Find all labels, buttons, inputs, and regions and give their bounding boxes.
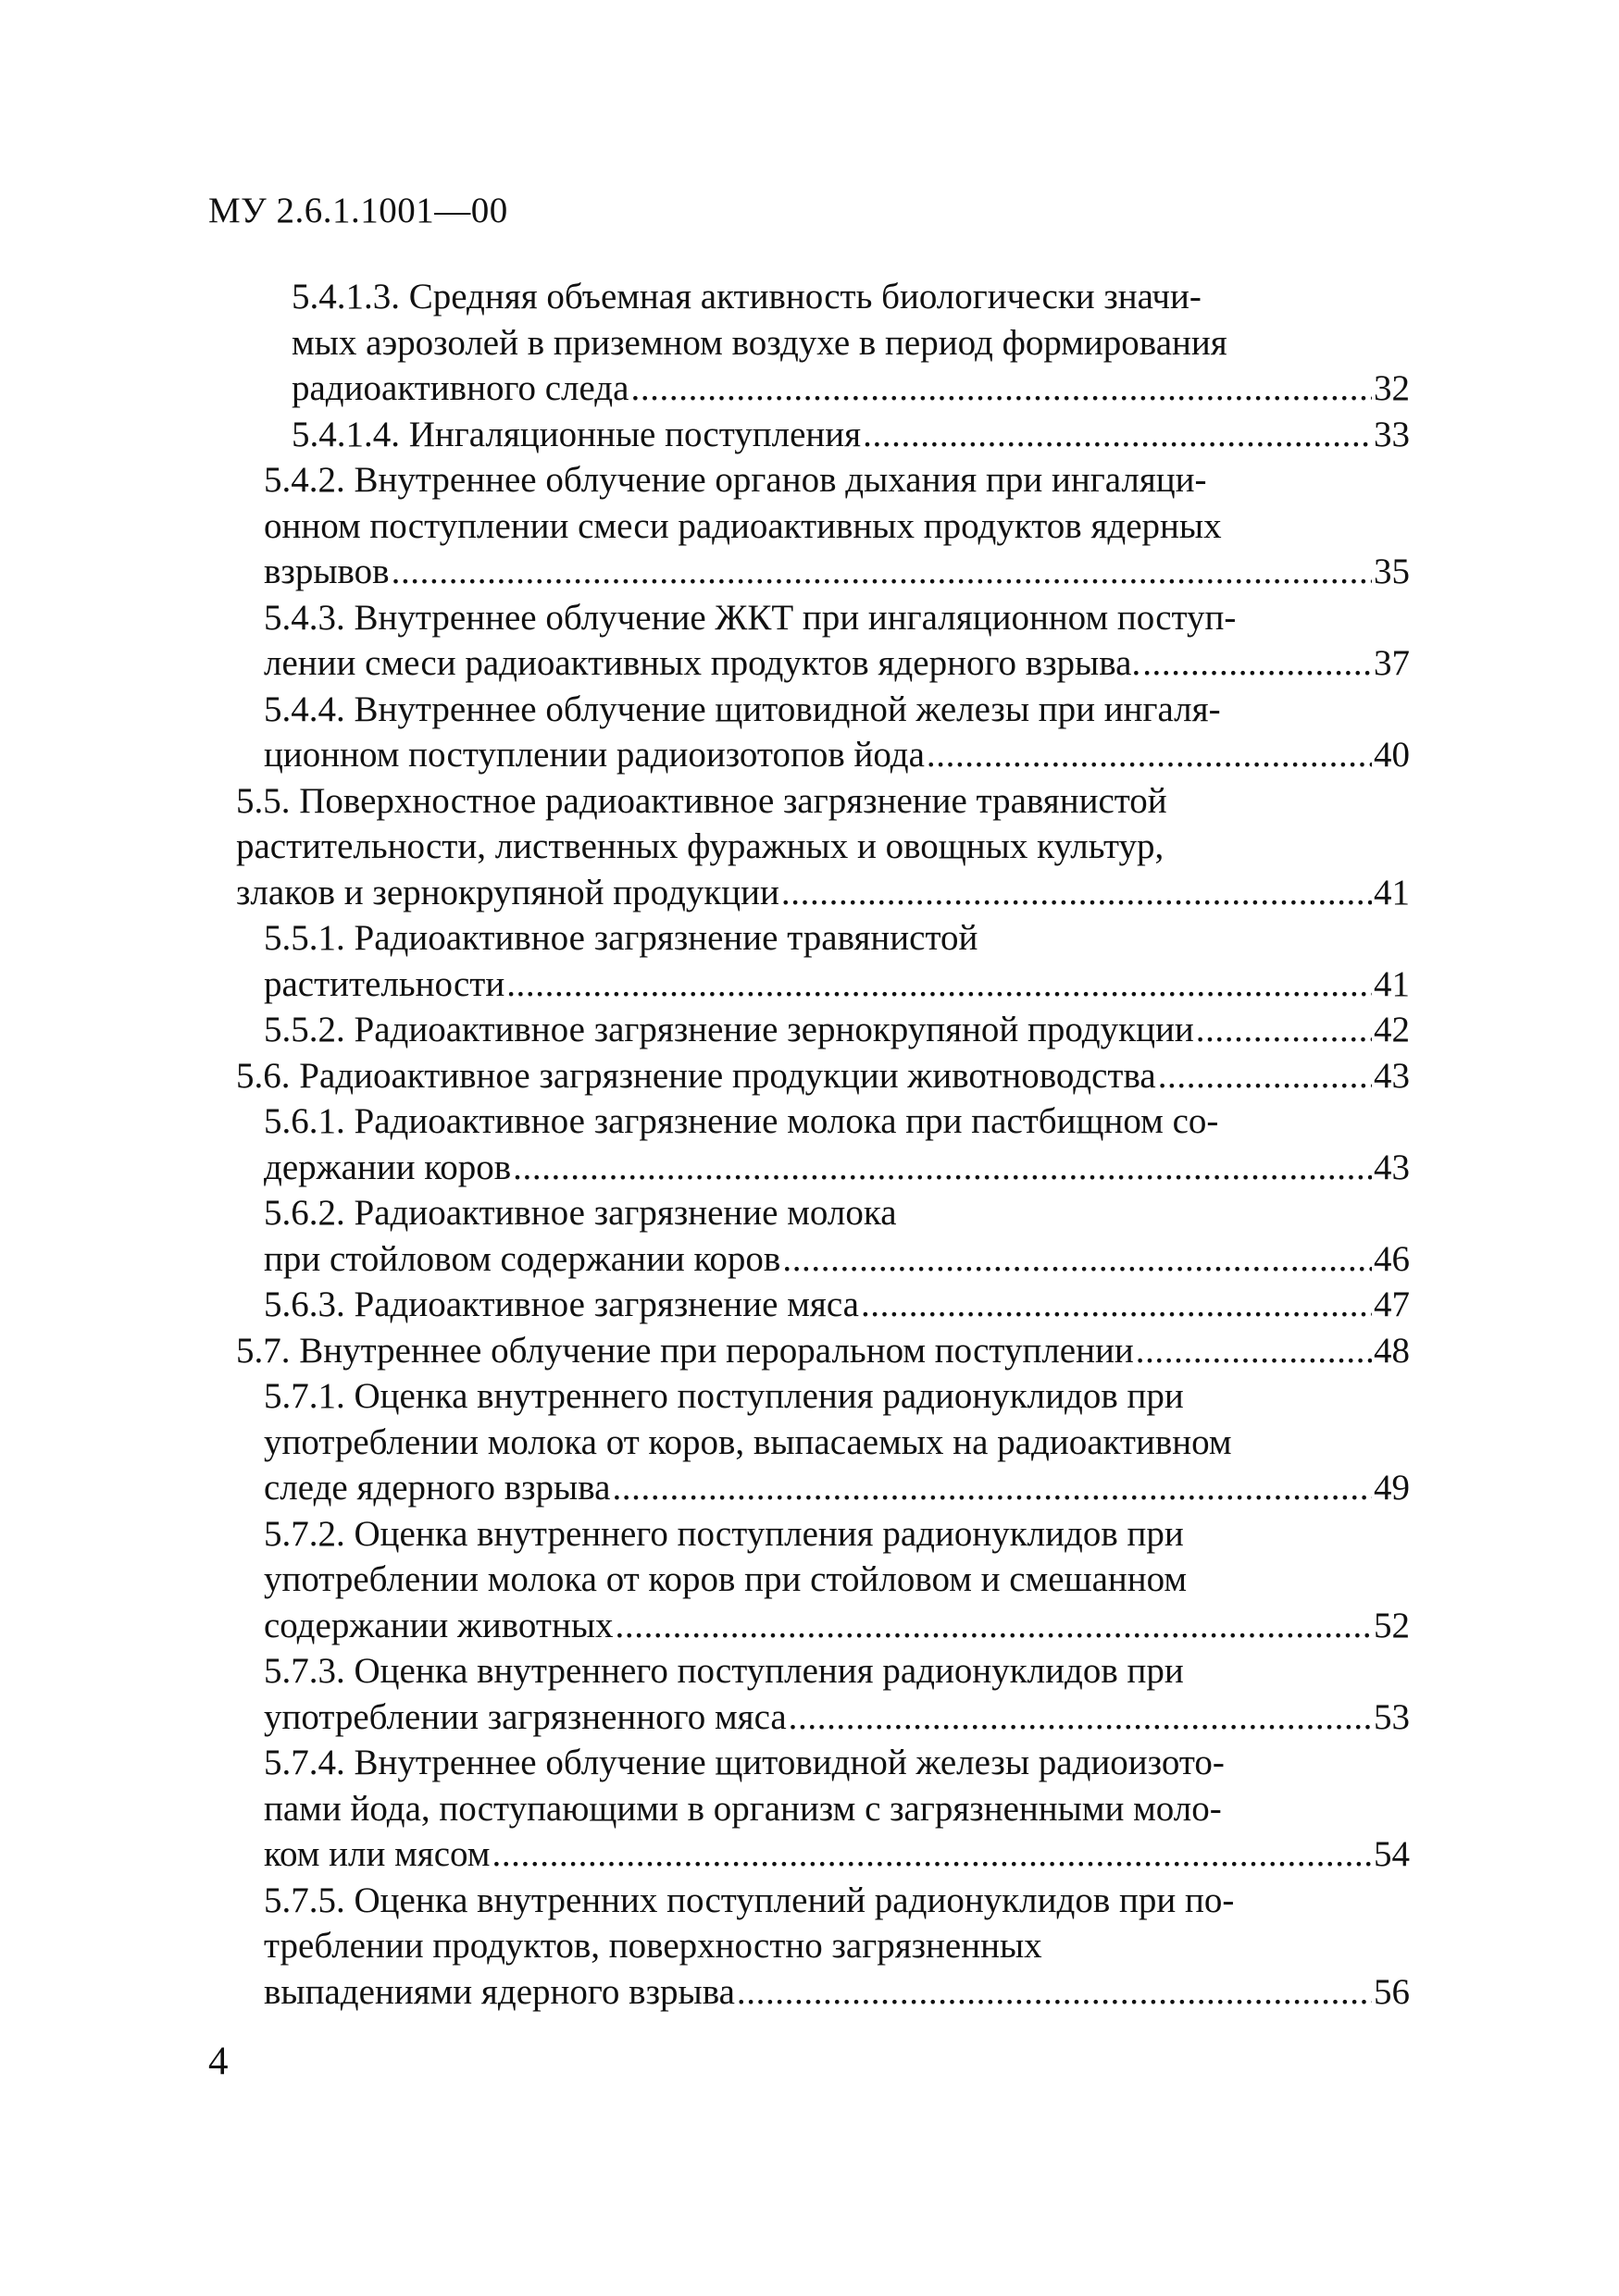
toc-entry-text: злаков и зернокрупяной продукции: [236, 872, 779, 912]
toc-entry-final-line: [264, 1465, 1410, 1511]
table-of-contents: [0, 274, 1619, 2015]
dot-leader: [927, 732, 1372, 778]
toc-entry-line: употреблении молока от коров, выпасаемых на радиоактивном: [264, 1421, 1232, 1462]
dot-leader: [1136, 1328, 1372, 1374]
toc-page-number: 52: [1374, 1605, 1410, 1645]
toc-entry-text: 5.7. Внутреннее облучение при пероральном поступлении: [236, 1330, 1134, 1371]
toc-entry-line: 5.6.2. Радиоактивное загрязнение молока: [264, 1193, 897, 1233]
toc-page-number: 46: [1374, 1238, 1410, 1279]
toc-entry-line: 5.7.4. Внутреннее облучение щитовидной железы радиоизото-: [264, 1743, 1225, 1782]
toc-page-number: 43: [1374, 1055, 1410, 1096]
dot-leader: [737, 1969, 1372, 2016]
toc-entry-line: 5.7.2. Оценка внутреннего поступления радионуклидов при: [264, 1513, 1184, 1554]
toc-entry-final-line: [264, 962, 1410, 1008]
dot-leader: [863, 412, 1372, 458]
toc-entry-line: 5.4.4. Внутреннее облучение щитовидной железы при ингаля-: [264, 689, 1221, 729]
toc-entry-text: 5.4.1.4. Ингаляционные поступления: [292, 414, 862, 454]
toc-entry[interactable]: [264, 1740, 1410, 1878]
toc-page-number: 33: [1374, 414, 1410, 454]
toc-entry-text: употреблении загрязненного мяса: [264, 1696, 787, 1737]
toc-entry[interactable]: [264, 1878, 1410, 2016]
toc-entry-text: 5.6.3. Радиоактивное загрязнение мяса: [264, 1285, 859, 1324]
toc-entry-final-line: [264, 1236, 1410, 1283]
toc-entry-text: взрывов: [264, 552, 390, 591]
toc-entry-text: ком или мясом: [264, 1834, 491, 1874]
toc-entry[interactable]: [264, 1098, 1410, 1190]
toc-entry[interactable]: [236, 1328, 1410, 1374]
toc-entry[interactable]: [292, 274, 1410, 412]
dot-leader: [506, 962, 1372, 1008]
toc-entry-final-line: [264, 1831, 1410, 1878]
dot-leader: [861, 1282, 1372, 1328]
toc-entry-line: употреблении молока от коров при стойловом и смешанном: [264, 1559, 1188, 1599]
toc-entry[interactable]: [236, 778, 1410, 916]
dot-leader: [782, 1236, 1372, 1283]
dot-leader: [1142, 640, 1372, 687]
toc-entry[interactable]: [264, 1282, 1410, 1328]
toc-page-number: 37: [1374, 643, 1410, 683]
toc-entry-line: пами йода, поступающими в организм с загрязненными моло-: [264, 1788, 1222, 1829]
toc-entry-final-line: [292, 412, 1410, 458]
dot-leader: [630, 366, 1372, 412]
dot-leader: [616, 1603, 1372, 1649]
dot-leader: [513, 1145, 1372, 1191]
dot-leader: [781, 870, 1372, 916]
toc-entry-line: 5.5.1. Радиоактивное загрязнение травянистой: [264, 918, 978, 958]
toc-page-number: 53: [1374, 1696, 1410, 1737]
toc-entry[interactable]: [264, 1007, 1410, 1053]
toc-page-number: 54: [1374, 1834, 1410, 1874]
toc-page-number: 40: [1374, 735, 1410, 775]
toc-entry-line: 5.4.3. Внутреннее облучение ЖКТ при ингаляционном поступ-: [264, 597, 1237, 638]
toc-entry[interactable]: [264, 595, 1410, 687]
toc-page-number: 32: [1374, 368, 1410, 408]
toc-entry-final-line: [264, 1969, 1410, 2016]
toc-entry-final-line: [264, 732, 1410, 778]
toc-entry-text: при стойловом содержании коров: [264, 1238, 781, 1279]
toc-entry-text: радиоактивного следа: [292, 368, 629, 408]
toc-entry-line: 5.6.1. Радиоактивное загрязнение молока при пастбищном со-: [264, 1101, 1219, 1141]
toc-entry-line: растительности, лиственных фуражных и овощных культур,: [236, 826, 1164, 866]
toc-entry-final-line: [264, 1603, 1410, 1649]
toc-entry-line: 5.4.2. Внутреннее облучение органов дыхания при ингаляци-: [264, 460, 1207, 500]
toc-page-number: 35: [1374, 552, 1410, 591]
toc-entry-final-line: [236, 1053, 1410, 1099]
dot-leader: [1196, 1007, 1372, 1053]
toc-entry-line: 5.7.5. Оценка внутренних поступлений радионуклидов при по-: [264, 1880, 1235, 1920]
toc-entry-line: 5.7.1. Оценка внутреннего поступления радионуклидов при: [264, 1376, 1184, 1416]
toc-entry[interactable]: [264, 1373, 1410, 1511]
toc-page-number: 48: [1374, 1330, 1410, 1371]
toc-page-number: 42: [1374, 1010, 1410, 1049]
toc-page-number: 47: [1374, 1285, 1410, 1324]
toc-page-number: 43: [1374, 1147, 1410, 1187]
toc-entry[interactable]: [264, 915, 1410, 1007]
dot-leader: [392, 549, 1372, 595]
toc-entry-line: 5.7.3. Оценка внутреннего поступления радионуклидов при: [264, 1651, 1184, 1691]
toc-entry-final-line: [292, 366, 1410, 412]
toc-entry[interactable]: [236, 1053, 1410, 1099]
page-number: 4: [208, 2040, 229, 2083]
dot-leader: [612, 1465, 1372, 1511]
toc-entry-text: следе ядерного взрыва: [264, 1468, 611, 1508]
toc-entry[interactable]: [264, 1511, 1410, 1649]
toc-entry-line: 5.4.1.3. Средняя объемная активность биологически значи-: [292, 277, 1202, 316]
toc-entry-line: мых аэрозолей в приземном воздухе в период формирования: [292, 322, 1227, 363]
toc-entry-final-line: [264, 1694, 1410, 1741]
document-code-header: МУ 2.6.1.1001—00: [208, 191, 508, 230]
toc-entry-text: держании коров: [264, 1147, 512, 1187]
toc-entry-line: онном поступлении смеси радиоактивных продуктов ядерных: [264, 505, 1222, 546]
toc-entry-final-line: [264, 1282, 1410, 1328]
toc-entry[interactable]: [264, 1648, 1410, 1740]
toc-entry[interactable]: [264, 457, 1410, 595]
dot-leader: [1158, 1053, 1372, 1099]
toc-entry-final-line: [236, 1328, 1410, 1374]
toc-entry-final-line: [264, 1145, 1410, 1191]
dot-leader: [492, 1831, 1372, 1878]
toc-entry[interactable]: [264, 1190, 1410, 1282]
toc-page-number: 41: [1374, 963, 1410, 1004]
toc-entry-line: треблении продуктов, поверхностно загрязненных: [264, 1926, 1042, 1966]
toc-entry-text: ционном поступлении радиоизотопов йода: [264, 735, 925, 775]
toc-entry-final-line: [264, 640, 1410, 687]
toc-entry[interactable]: [292, 412, 1410, 458]
toc-entry-final-line: [236, 870, 1410, 916]
toc-entry-text: содержании животных: [264, 1605, 614, 1645]
toc-entry-line: 5.5. Поверхностное радиоактивное загрязнение травянистой: [236, 780, 1167, 821]
toc-page-number: 41: [1374, 872, 1410, 912]
toc-entry-final-line: [264, 1007, 1410, 1053]
toc-entry-text: выпадениями ядерного взрыва: [264, 1971, 735, 2012]
dot-leader: [789, 1694, 1372, 1741]
toc-page-number: 56: [1374, 1971, 1410, 2012]
toc-entry-text: лении смеси радиоактивных продуктов ядерного взрыва.: [264, 643, 1141, 683]
toc-entry-final-line: [264, 549, 1410, 595]
toc-entry-text: 5.5.2. Радиоактивное загрязнение зернокрупяной продукции: [264, 1010, 1194, 1049]
toc-entry-text: 5.6. Радиоактивное загрязнение продукции животноводства: [236, 1055, 1156, 1096]
toc-entry-text: растительности: [264, 963, 505, 1004]
toc-page-number: 49: [1374, 1468, 1410, 1508]
toc-entry[interactable]: [264, 687, 1410, 778]
